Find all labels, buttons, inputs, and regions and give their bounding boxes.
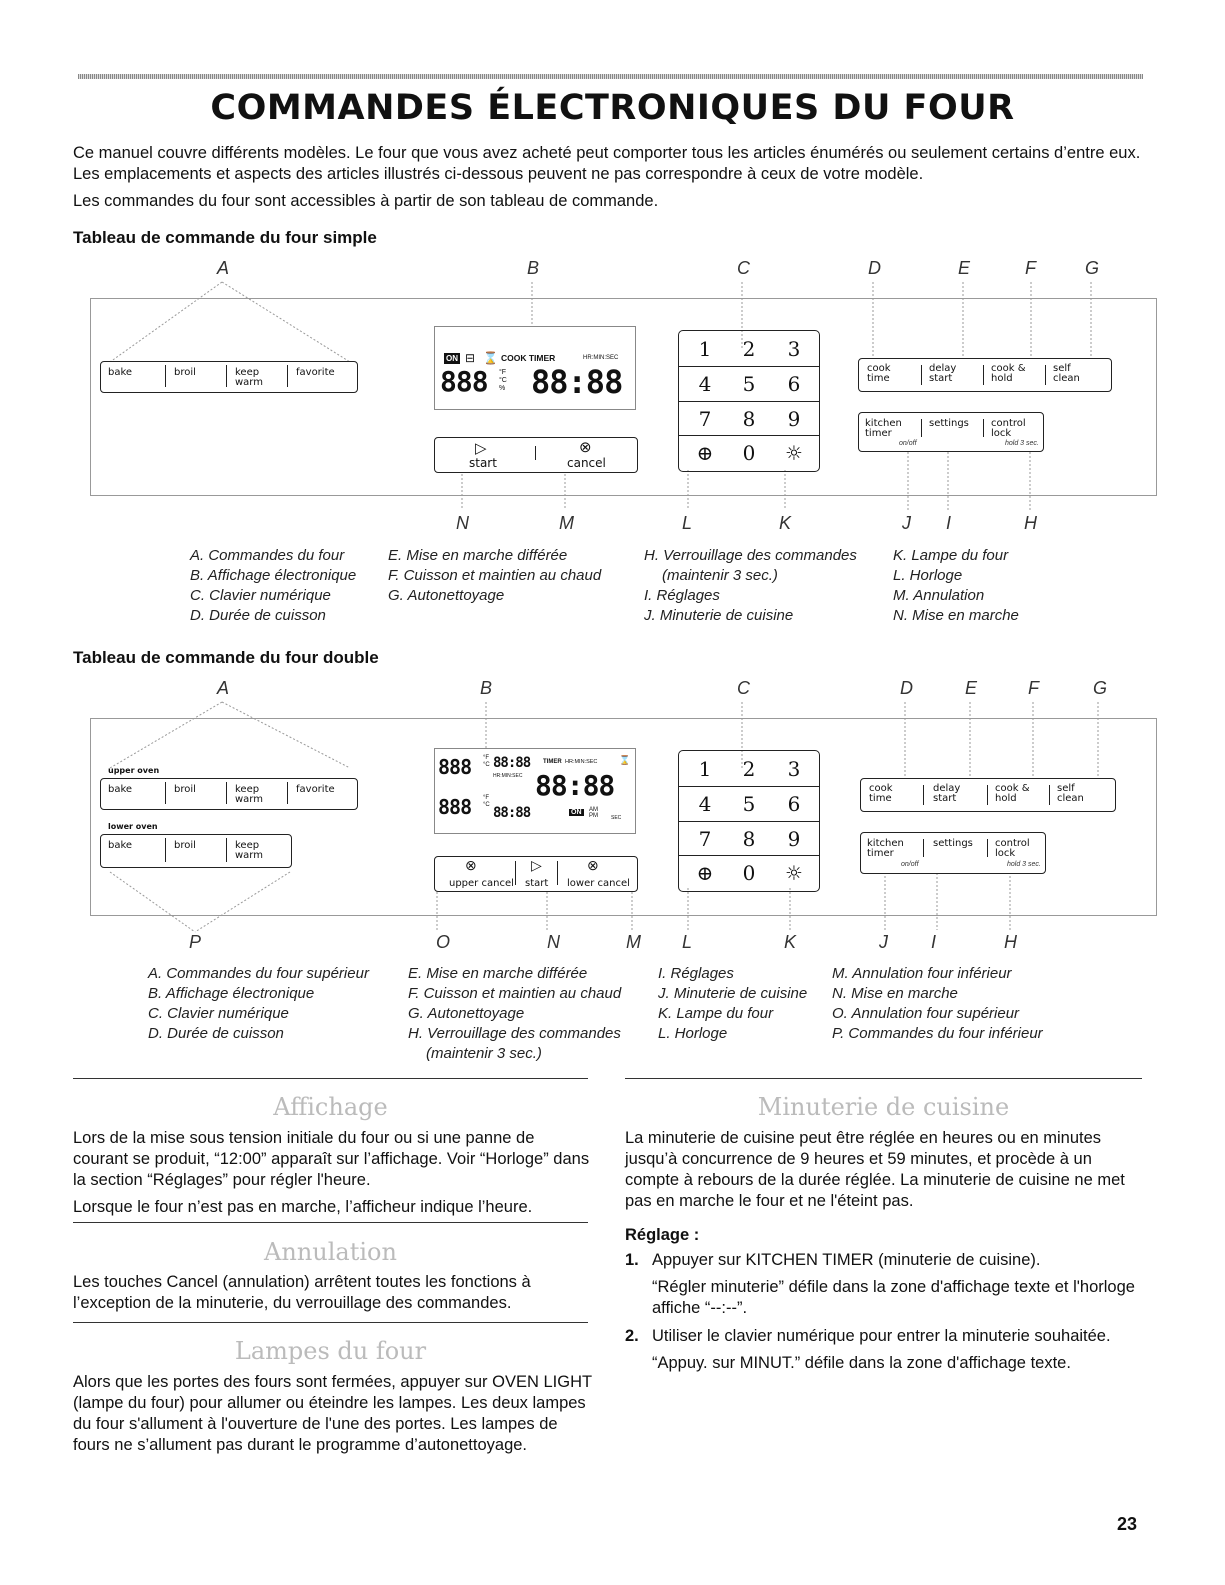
onoff-note: on/off bbox=[899, 440, 917, 447]
double-legend-col-1 bbox=[148, 964, 369, 1044]
legend-item: O. Annulation four supérieur bbox=[832, 1005, 1020, 1022]
double-letter-f: F bbox=[1028, 678, 1039, 698]
double-letter-o: O bbox=[436, 932, 451, 952]
key-3[interactable]: 3 bbox=[787, 757, 801, 781]
hr-min-sec-small: HR:MIN:SEC bbox=[493, 773, 523, 779]
double-settings-group bbox=[860, 832, 1046, 874]
start-button[interactable]: start bbox=[525, 878, 549, 889]
double-letter-g: G bbox=[1093, 678, 1108, 698]
double-letter-p: P bbox=[189, 932, 202, 952]
hourglass-icon: ⌛ bbox=[483, 351, 498, 365]
double-electronic-display bbox=[434, 748, 636, 834]
legend-item: L. Horloge bbox=[893, 567, 963, 584]
double-letter-c: C bbox=[737, 678, 750, 698]
legend-item: N. Mise en marche bbox=[832, 985, 958, 1002]
hr-min-sec-label: HR:MIN:SEC bbox=[583, 355, 619, 361]
upper-keep-warm-button[interactable]: keep warm bbox=[235, 784, 263, 805]
double-legend-col-2 bbox=[408, 964, 621, 1064]
legend-item: K. Lampe du four bbox=[893, 547, 1009, 564]
bake-button[interactable]: bake bbox=[108, 367, 133, 378]
single-letter-j: J bbox=[902, 513, 911, 533]
cook-timer-label: COOK TIMER bbox=[501, 353, 556, 363]
legend-item: C. Clavier numérique bbox=[190, 587, 331, 604]
section-rule bbox=[73, 1222, 588, 1223]
step-number: 2. bbox=[625, 1327, 639, 1345]
key-8[interactable]: 8 bbox=[742, 407, 756, 431]
legend-item: B. Affichage électronique bbox=[190, 567, 357, 584]
single-letter-h: H bbox=[1024, 513, 1037, 533]
single-letter-a: A bbox=[217, 258, 230, 278]
hourglass-icon: ⌛ bbox=[619, 755, 631, 765]
step-result: “Régler minuterie” défile dans la zone d'affichage texte et l'horloge affiche “--:--”. bbox=[652, 1278, 1135, 1317]
lampes-heading: Lampes du four bbox=[234, 1337, 427, 1365]
upper-oven-label: upper oven bbox=[108, 766, 160, 775]
legend-item: I. Réglages bbox=[658, 965, 734, 982]
double-letter-e: E bbox=[965, 678, 978, 698]
legend-item: K. Lampe du four bbox=[658, 1005, 774, 1022]
section-rule bbox=[73, 1078, 588, 1079]
main-clock-readout: 88:88 bbox=[535, 769, 615, 802]
cancel-start-group bbox=[434, 856, 638, 892]
affichage-body bbox=[73, 1128, 593, 1224]
intro-para-1: Ce manuel couvre différents modèles. Le four que vous avez acheté peut comporter tous les articles énumérés ou seulement certains d’entre eux. Les emplacements et aspects des articles illustrés ci-dessous peuvent ne pas correspondre à ceux de votre modèle. bbox=[73, 144, 1141, 183]
lower-keep-warm-button[interactable]: keep warm bbox=[235, 840, 263, 861]
legend-item: H. Verrouillage des commandes bbox=[644, 547, 857, 564]
legend-item: E. Mise en marche différée bbox=[388, 547, 568, 564]
legend-item: J. Minuterie de cuisine bbox=[658, 985, 808, 1002]
single-letter-c: C bbox=[737, 258, 750, 278]
legend-item: L. Horloge bbox=[658, 1025, 728, 1042]
annulation-body bbox=[73, 1272, 593, 1320]
legend-item: A. Commandes du four bbox=[190, 547, 345, 564]
lower-bake-button[interactable]: bake bbox=[108, 840, 133, 851]
lampes-para: Alors que les portes des fours sont fermées, appuyer sur OVEN LIGHT (lampe du four) pour allumer ou éteindre les lampes. Les deux lampes du four s'allument à l'ouverture de l'une des portes. Les lampes de fours ne s’allument pas durant le programme d’autonettoyage. bbox=[73, 1373, 592, 1454]
single-letter-g: G bbox=[1085, 258, 1100, 278]
legend-item: E. Mise en marche différée bbox=[408, 965, 588, 982]
single-letter-m: M bbox=[559, 513, 574, 533]
double-letter-j: J bbox=[879, 932, 888, 952]
key-0[interactable]: 0 bbox=[742, 861, 756, 885]
reglage-heading: Réglage : bbox=[625, 1226, 700, 1244]
legend-item: B. Affichage électronique bbox=[148, 985, 315, 1002]
cancel-button[interactable]: cancel bbox=[567, 456, 606, 470]
cook-time-button[interactable]: cook time bbox=[867, 363, 891, 384]
key-1[interactable]: 1 bbox=[698, 757, 712, 781]
double-numeric-keypad bbox=[678, 750, 820, 892]
double-letter-l: L bbox=[682, 932, 693, 952]
key-7[interactable]: 7 bbox=[698, 827, 712, 851]
legend-item: M. Annulation bbox=[893, 587, 985, 604]
legend-item: I. Réglages bbox=[644, 587, 720, 604]
minuterie-heading: Minuterie de cuisine bbox=[757, 1093, 1010, 1121]
lampes-body bbox=[73, 1372, 593, 1462]
lower-cancel-button[interactable]: lower cancel bbox=[567, 878, 630, 889]
self-clean-button[interactable]: self clean bbox=[1057, 783, 1084, 804]
legend-item: D. Durée de cuisson bbox=[190, 607, 326, 624]
double-legend-col-4 bbox=[832, 964, 1043, 1044]
cancel-x-icon: ⊗ bbox=[579, 439, 592, 456]
single-panel-heading: Tableau de commande du four simple bbox=[73, 228, 377, 247]
legend-item: D. Durée de cuisson bbox=[148, 1025, 284, 1042]
lower-broil-button[interactable]: broil bbox=[174, 840, 196, 851]
minuterie-body bbox=[625, 1128, 1145, 1218]
upper-cancel-x-icon: ⊗ bbox=[465, 857, 477, 873]
legend-item: C. Clavier numérique bbox=[148, 1005, 289, 1022]
double-letter-n: N bbox=[547, 932, 560, 952]
single-letter-l: L bbox=[682, 513, 693, 533]
on-icon: ON bbox=[446, 354, 458, 363]
hold-note: hold 3 sec. bbox=[1007, 861, 1041, 868]
step-number: 1. bbox=[625, 1251, 639, 1269]
annulation-heading: Annulation bbox=[264, 1238, 397, 1266]
cook-time-button[interactable]: cook time bbox=[869, 783, 893, 804]
upper-clock-small: 88:88 bbox=[493, 755, 531, 771]
key-4[interactable]: 4 bbox=[698, 792, 712, 816]
double-cook-options bbox=[860, 778, 1116, 812]
double-letter-h: H bbox=[1004, 932, 1017, 952]
legend-item: A. Commandes du four supérieur bbox=[148, 965, 369, 982]
play-icon: ▷ bbox=[531, 857, 542, 873]
single-letter-k: K bbox=[779, 513, 792, 533]
am-pm-label: AM PM bbox=[589, 807, 598, 819]
delay-start-button[interactable]: delay start bbox=[933, 783, 961, 804]
lower-temp-readout: 888 bbox=[438, 795, 472, 819]
double-panel-heading: Tableau de commande du four double bbox=[73, 648, 379, 667]
clock-icon[interactable]: ⊕ bbox=[696, 861, 714, 885]
double-letter-d: D bbox=[900, 678, 913, 698]
key-6[interactable]: 6 bbox=[787, 372, 801, 396]
clock-readout: 88:88 bbox=[531, 363, 623, 401]
clock-icon[interactable]: ⊕ bbox=[696, 441, 714, 465]
hold-note: hold 3 sec. bbox=[1005, 440, 1039, 447]
key-1[interactable]: 1 bbox=[698, 337, 712, 361]
key-0[interactable]: 0 bbox=[742, 441, 756, 465]
double-legend-col-3 bbox=[658, 964, 807, 1044]
page-number: 23 bbox=[1116, 1514, 1137, 1534]
key-4[interactable]: 4 bbox=[698, 372, 712, 396]
legend-item: G. Autonettoyage bbox=[388, 587, 505, 604]
favorite-button[interactable]: favorite bbox=[296, 367, 335, 378]
section-rule bbox=[625, 1078, 1142, 1079]
lower-clock-small: 88:88 bbox=[493, 805, 531, 821]
hr-min-sec-label: HR:MIN:SEC bbox=[565, 759, 598, 765]
lower-temp-unit: °F °C bbox=[483, 795, 490, 808]
upper-temp-unit: °F °C bbox=[483, 755, 490, 768]
double-letter-i: I bbox=[931, 932, 937, 952]
affichage-para-2: Lorsque le four n’est pas en marche, l’afficheur indique l’heure. bbox=[73, 1198, 533, 1216]
legend-item: M. Annulation four inférieur bbox=[832, 965, 1012, 982]
legend-item: (maintenir 3 sec.) bbox=[662, 567, 778, 584]
oven-light-icon[interactable]: ☼ bbox=[785, 441, 803, 465]
key-8[interactable]: 8 bbox=[742, 827, 756, 851]
kitchen-timer-button[interactable]: kitchen timer bbox=[865, 418, 902, 439]
minuterie-para: La minuterie de cuisine peut être réglée en heures ou en minutes jusqu’à concurrence de 9 heures et 59 minutes, et procède à un compte à rebours de la durée réglée. La minuterie de cuisine ne met pas en marche le four et ne l'éteint pas. bbox=[625, 1129, 1125, 1210]
single-letter-f: F bbox=[1025, 258, 1036, 278]
on-icon: ON bbox=[571, 809, 582, 816]
step-text: Utiliser le clavier numérique pour entrer la minuterie souhaitée. bbox=[652, 1327, 1111, 1345]
single-letter-n: N bbox=[456, 513, 469, 533]
single-letter-e: E bbox=[958, 258, 971, 278]
key-6[interactable]: 6 bbox=[787, 792, 801, 816]
annulation-para: Les touches Cancel (annulation) arrêtent toutes les fonctions à l’exception de la minuterie, du verrouillage des commandes. bbox=[73, 1273, 531, 1312]
control-lock-button[interactable]: control lock bbox=[991, 418, 1026, 439]
step-2 bbox=[625, 1326, 1145, 1374]
lower-oven-label: lower oven bbox=[108, 822, 158, 831]
single-letter-b: B bbox=[527, 258, 540, 278]
key-2[interactable]: 2 bbox=[742, 337, 756, 361]
legend-item: F. Cuisson et maintien au chaud bbox=[388, 567, 602, 584]
double-letter-m: M bbox=[626, 932, 641, 952]
legend-item: F. Cuisson et maintien au chaud bbox=[408, 985, 622, 1002]
lock-icon: ⊟ bbox=[465, 351, 476, 365]
step-1 bbox=[625, 1250, 1145, 1319]
lower-oven-controls bbox=[100, 834, 292, 868]
upper-oven-controls bbox=[100, 778, 358, 810]
onoff-note: on/off bbox=[901, 861, 919, 868]
upper-cancel-button[interactable]: upper cancel bbox=[449, 878, 514, 889]
key-3[interactable]: 3 bbox=[787, 337, 801, 361]
legend-item: G. Autonettoyage bbox=[408, 1005, 525, 1022]
play-icon: ▷ bbox=[475, 440, 487, 457]
affichage-heading: Affichage bbox=[273, 1093, 388, 1121]
settings-button[interactable]: settings bbox=[933, 838, 973, 849]
single-letter-d: D bbox=[868, 258, 881, 278]
single-letter-i: I bbox=[946, 513, 952, 533]
section-rule bbox=[73, 1322, 588, 1323]
settings-button[interactable]: settings bbox=[929, 418, 969, 429]
start-button[interactable]: start bbox=[469, 456, 497, 470]
intro-para-2: Les commandes du four sont accessibles à partir de son tableau de commande. bbox=[73, 192, 659, 210]
key-5[interactable]: 5 bbox=[742, 792, 756, 816]
upper-temp-readout: 888 bbox=[438, 755, 472, 779]
affichage-para-1: Lors de la mise sous tension initiale du four ou si une panne de courant se produit, “12:00” apparaît sur l’affichage. Voir “Horloge” dans la section “Réglages” pour régler l'heure. bbox=[73, 1129, 590, 1189]
broil-button[interactable]: broil bbox=[174, 367, 196, 378]
legend-item: H. Verrouillage des commandes bbox=[408, 1025, 621, 1042]
key-7[interactable]: 7 bbox=[698, 407, 712, 431]
timer-label: TIMER bbox=[543, 759, 562, 765]
legend-item: (maintenir 3 sec.) bbox=[426, 1045, 542, 1062]
key-2[interactable]: 2 bbox=[742, 757, 756, 781]
double-letter-k: K bbox=[784, 932, 797, 952]
legend-item: N. Mise en marche bbox=[893, 607, 1019, 624]
page-title: COMMANDES ÉLECTRONIQUES DU FOUR bbox=[210, 88, 1015, 128]
double-letter-b: B bbox=[480, 678, 493, 698]
cook-hold-button[interactable]: cook & hold bbox=[991, 363, 1026, 384]
control-lock-button[interactable]: control lock bbox=[995, 838, 1030, 859]
self-clean-button[interactable]: self clean bbox=[1053, 363, 1080, 384]
upper-bake-button[interactable]: bake bbox=[108, 784, 133, 795]
legend-item: J. Minuterie de cuisine bbox=[644, 607, 794, 624]
key-9[interactable]: 9 bbox=[787, 407, 801, 431]
keep-warm-button[interactable]: keep warm bbox=[235, 367, 263, 388]
temperature-readout: 888 bbox=[440, 365, 488, 398]
double-letter-a: A bbox=[217, 678, 230, 698]
temp-unit-label: °F °C % bbox=[499, 369, 507, 392]
delay-start-button[interactable]: delay start bbox=[929, 363, 957, 384]
step-result: “Appuy. sur MINUT.” défile dans la zone d'affichage texte. bbox=[652, 1354, 1071, 1372]
key-5[interactable]: 5 bbox=[742, 372, 756, 396]
upper-favorite-button[interactable]: favorite bbox=[296, 784, 335, 795]
oven-light-icon[interactable]: ☼ bbox=[785, 861, 803, 885]
sec-label: SEC bbox=[611, 815, 622, 821]
upper-broil-button[interactable]: broil bbox=[174, 784, 196, 795]
lower-cancel-x-icon: ⊗ bbox=[587, 857, 599, 873]
cook-hold-button[interactable]: cook & hold bbox=[995, 783, 1030, 804]
step-text: Appuyer sur KITCHEN TIMER (minuterie de cuisine). bbox=[652, 1251, 1041, 1269]
legend-item: P. Commandes du four inférieur bbox=[832, 1025, 1043, 1042]
key-9[interactable]: 9 bbox=[787, 827, 801, 851]
kitchen-timer-button[interactable]: kitchen timer bbox=[867, 838, 904, 859]
